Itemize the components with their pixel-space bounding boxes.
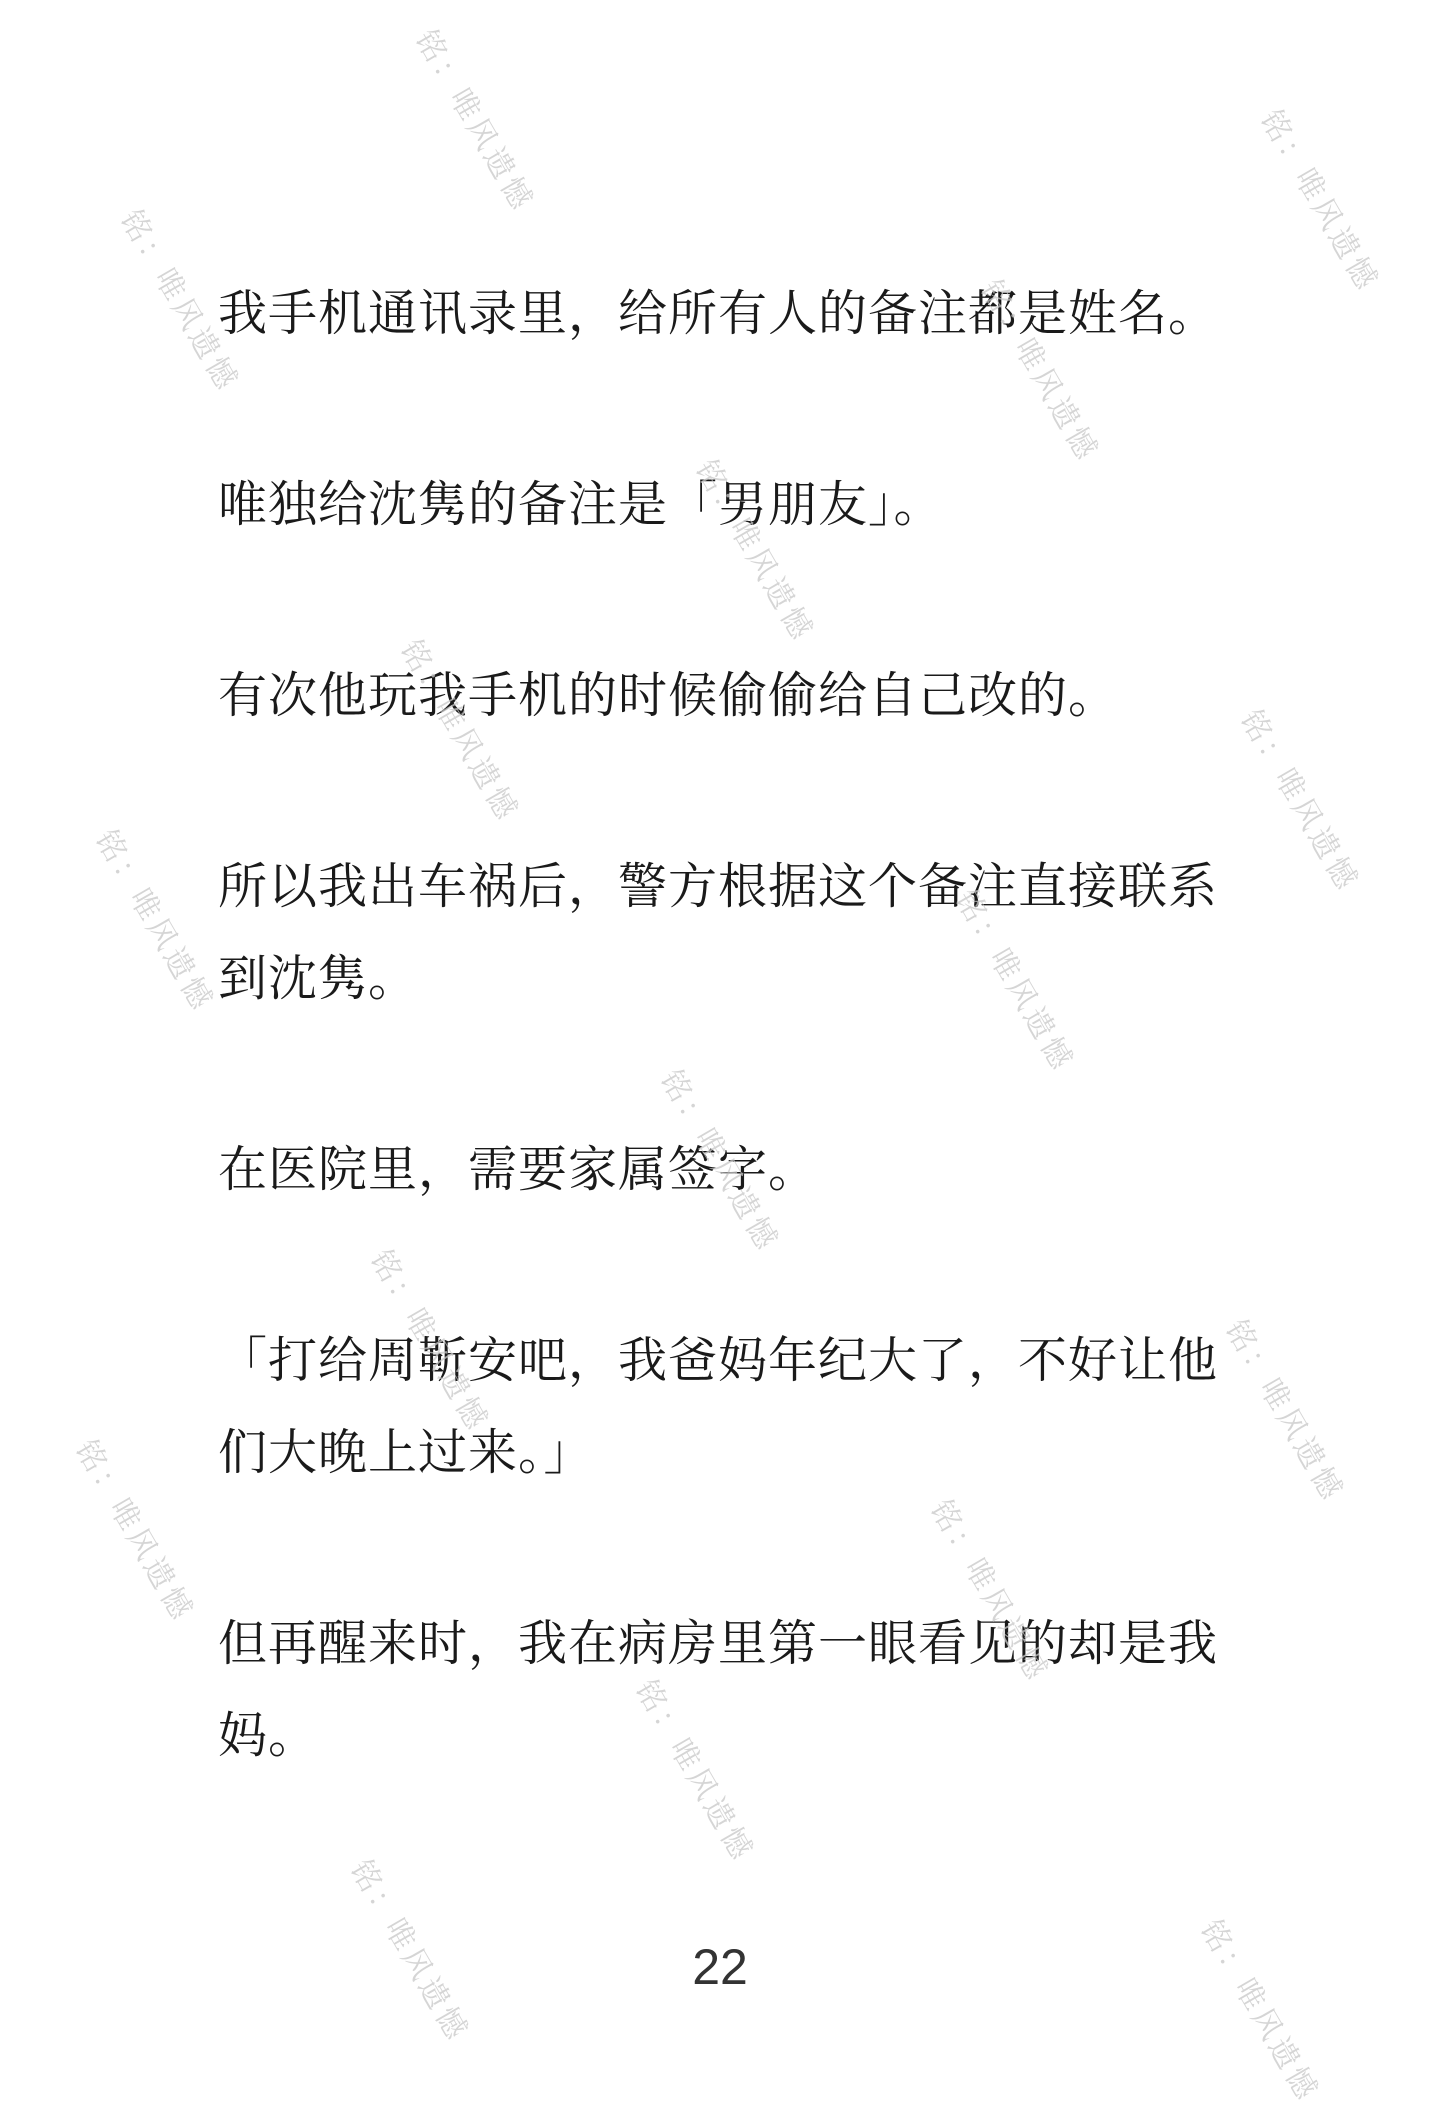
watermark: 铭：唯风遗憾 [407, 24, 541, 219]
watermark: 铭：唯风遗憾 [1252, 104, 1386, 299]
watermark: 铭：唯风遗憾 [342, 1854, 476, 2049]
paragraph-7: 但再醒来时，我在病房里第一眼看见的却是我妈。 [218, 1615, 1219, 1764]
watermark: 铭：唯风遗憾 [362, 1244, 496, 1439]
paragraph-5: 在医院里，需要家属签字。 [218, 1141, 819, 1198]
watermark: 铭：唯风遗憾 [652, 1064, 786, 1259]
paragraph-4: 所以我出车祸后，警方根据这个备注直接联系到沈隽。 [218, 858, 1219, 1007]
watermark: 铭：唯风遗憾 [1192, 1914, 1326, 2109]
watermark: 铭：唯风遗憾 [687, 454, 821, 649]
watermark: 铭：唯风遗憾 [972, 274, 1106, 469]
watermark: 铭：唯风遗憾 [392, 634, 526, 829]
watermark: 铭：唯风遗憾 [67, 1434, 201, 1629]
paragraph-2: 唯独给沈隽的备注是「男朋友」。 [218, 476, 944, 533]
paragraph-6: 「打给周靳安吧，我爸妈年纪大了，不好让他们大晚上过来。」 [218, 1332, 1219, 1481]
paragraph-3: 有次他玩我手机的时候偷偷给自己改的。 [218, 667, 1119, 724]
page-number: 22 [692, 1939, 748, 1995]
watermark: 铭：唯风遗憾 [112, 204, 246, 399]
watermark: 铭：唯风遗憾 [922, 1494, 1056, 1689]
watermark: 铭：唯风遗憾 [87, 824, 221, 1019]
paragraph-1: 我手机通讯录里，给所有人的备注都是姓名。 [218, 285, 1219, 342]
watermark: 铭：唯风遗憾 [947, 884, 1081, 1079]
watermark: 铭：唯风遗憾 [1232, 704, 1366, 899]
watermark: 铭：唯风遗憾 [627, 1674, 761, 1869]
watermark: 铭：唯风遗憾 [1217, 1314, 1351, 1509]
